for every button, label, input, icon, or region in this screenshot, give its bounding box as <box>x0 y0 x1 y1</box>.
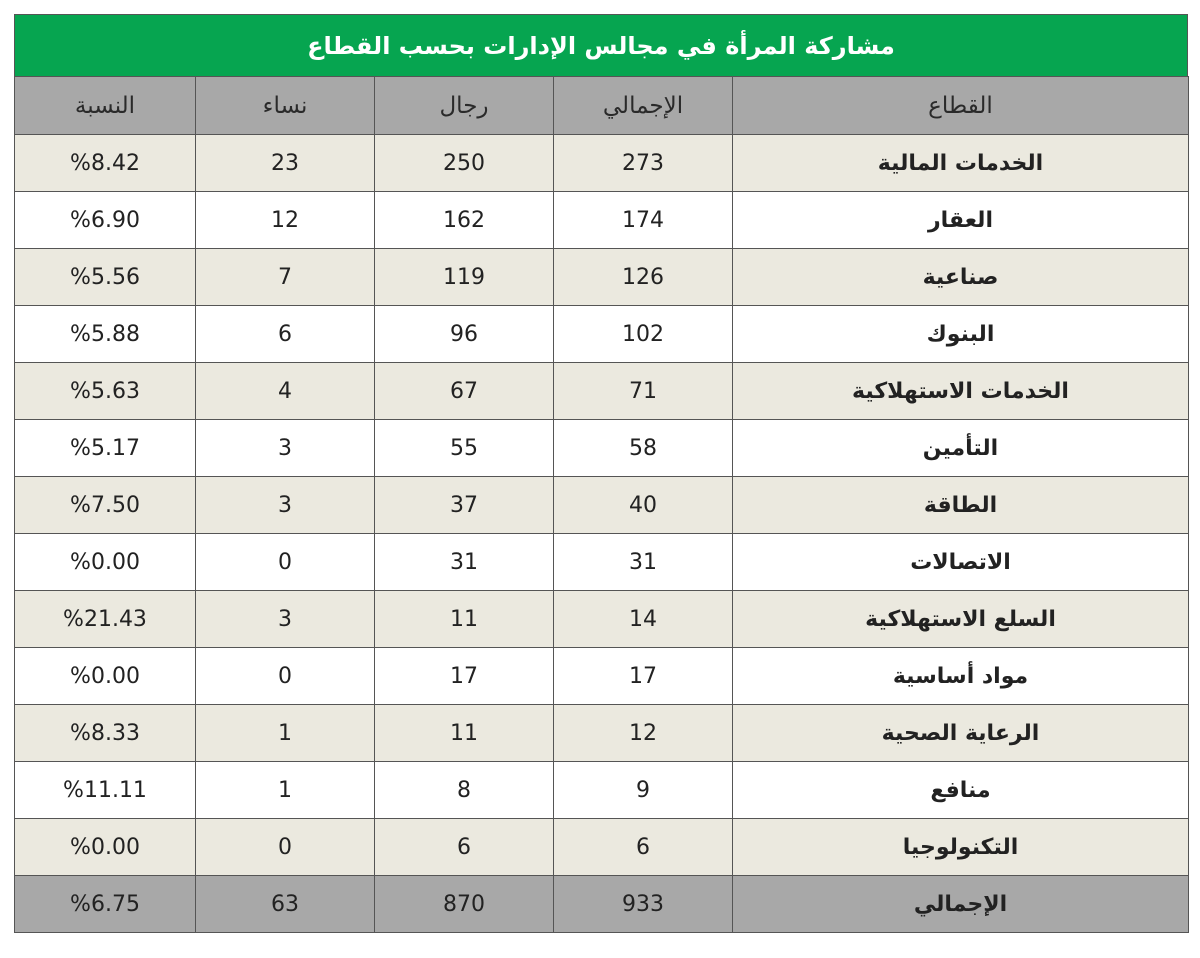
total-cell-sector: الإجمالي <box>733 876 1189 933</box>
cell-sector: التكنولوجيا <box>733 819 1189 876</box>
cell-men: 37 <box>375 477 554 534</box>
cell-women: 12 <box>196 192 375 249</box>
cell-sector: الخدمات الاستهلاكية <box>733 363 1189 420</box>
cell-women: 3 <box>196 591 375 648</box>
header-row <box>15 77 1189 135</box>
cell-men: 11 <box>375 705 554 762</box>
cell-sector: مواد أساسية <box>733 648 1189 705</box>
data-table <box>14 76 1189 933</box>
cell-total: 14 <box>554 591 733 648</box>
cell-women: 0 <box>196 648 375 705</box>
cell-women: 0 <box>196 534 375 591</box>
total-cell-men: 870 <box>375 876 554 933</box>
cell-ratio: %0.00 <box>15 534 196 591</box>
cell-total: 12 <box>554 705 733 762</box>
table-row <box>15 249 1189 306</box>
cell-total: 71 <box>554 363 733 420</box>
cell-sector: صناعية <box>733 249 1189 306</box>
cell-men: 119 <box>375 249 554 306</box>
total-cell-ratio: %6.75 <box>15 876 196 933</box>
header-sector: القطاع <box>733 77 1189 135</box>
table-row <box>15 648 1189 705</box>
table-row <box>15 135 1189 192</box>
cell-total: 17 <box>554 648 733 705</box>
table-body <box>15 135 1189 933</box>
cell-total: 174 <box>554 192 733 249</box>
cell-total: 40 <box>554 477 733 534</box>
table-row <box>15 306 1189 363</box>
cell-men: 67 <box>375 363 554 420</box>
cell-sector: الطاقة <box>733 477 1189 534</box>
cell-ratio: %6.90 <box>15 192 196 249</box>
header-total: الإجمالي <box>554 77 733 135</box>
table-row <box>15 420 1189 477</box>
cell-sector: العقار <box>733 192 1189 249</box>
cell-sector: منافع <box>733 762 1189 819</box>
cell-men: 96 <box>375 306 554 363</box>
cell-men: 17 <box>375 648 554 705</box>
header-men: رجال <box>375 77 554 135</box>
header-ratio: النسبة <box>15 77 196 135</box>
header-women: نساء <box>196 77 375 135</box>
cell-ratio: %21.43 <box>15 591 196 648</box>
cell-women: 0 <box>196 819 375 876</box>
cell-men: 11 <box>375 591 554 648</box>
cell-ratio: %0.00 <box>15 819 196 876</box>
cell-total: 273 <box>554 135 733 192</box>
cell-sector: الخدمات المالية <box>733 135 1189 192</box>
table-row <box>15 192 1189 249</box>
table-row <box>15 591 1189 648</box>
cell-men: 250 <box>375 135 554 192</box>
cell-total: 9 <box>554 762 733 819</box>
cell-women: 3 <box>196 420 375 477</box>
cell-sector: الاتصالات <box>733 534 1189 591</box>
cell-ratio: %5.63 <box>15 363 196 420</box>
table-row <box>15 477 1189 534</box>
table-row <box>15 819 1189 876</box>
cell-total: 126 <box>554 249 733 306</box>
total-row <box>15 876 1189 933</box>
table-container <box>14 14 1188 933</box>
cell-ratio: %0.00 <box>15 648 196 705</box>
cell-ratio: %8.33 <box>15 705 196 762</box>
cell-men: 8 <box>375 762 554 819</box>
cell-women: 7 <box>196 249 375 306</box>
cell-ratio: %5.17 <box>15 420 196 477</box>
cell-men: 6 <box>375 819 554 876</box>
cell-men: 55 <box>375 420 554 477</box>
cell-sector: الرعاية الصحية <box>733 705 1189 762</box>
cell-ratio: %7.50 <box>15 477 196 534</box>
cell-men: 31 <box>375 534 554 591</box>
table-row <box>15 762 1189 819</box>
cell-total: 58 <box>554 420 733 477</box>
cell-total: 31 <box>554 534 733 591</box>
cell-women: 1 <box>196 705 375 762</box>
cell-women: 4 <box>196 363 375 420</box>
table-row <box>15 363 1189 420</box>
cell-ratio: %8.42 <box>15 135 196 192</box>
cell-sector: التأمين <box>733 420 1189 477</box>
cell-ratio: %11.11 <box>15 762 196 819</box>
table-row <box>15 534 1189 591</box>
table-title: مشاركة المرأة في مجالس الإدارات بحسب القطاع <box>14 14 1188 76</box>
cell-women: 1 <box>196 762 375 819</box>
cell-total: 6 <box>554 819 733 876</box>
cell-men: 162 <box>375 192 554 249</box>
cell-ratio: %5.88 <box>15 306 196 363</box>
cell-women: 3 <box>196 477 375 534</box>
total-cell-total: 933 <box>554 876 733 933</box>
table-row <box>15 705 1189 762</box>
cell-ratio: %5.56 <box>15 249 196 306</box>
total-cell-women: 63 <box>196 876 375 933</box>
cell-women: 23 <box>196 135 375 192</box>
cell-total: 102 <box>554 306 733 363</box>
cell-sector: البنوك <box>733 306 1189 363</box>
cell-sector: السلع الاستهلاكية <box>733 591 1189 648</box>
cell-women: 6 <box>196 306 375 363</box>
